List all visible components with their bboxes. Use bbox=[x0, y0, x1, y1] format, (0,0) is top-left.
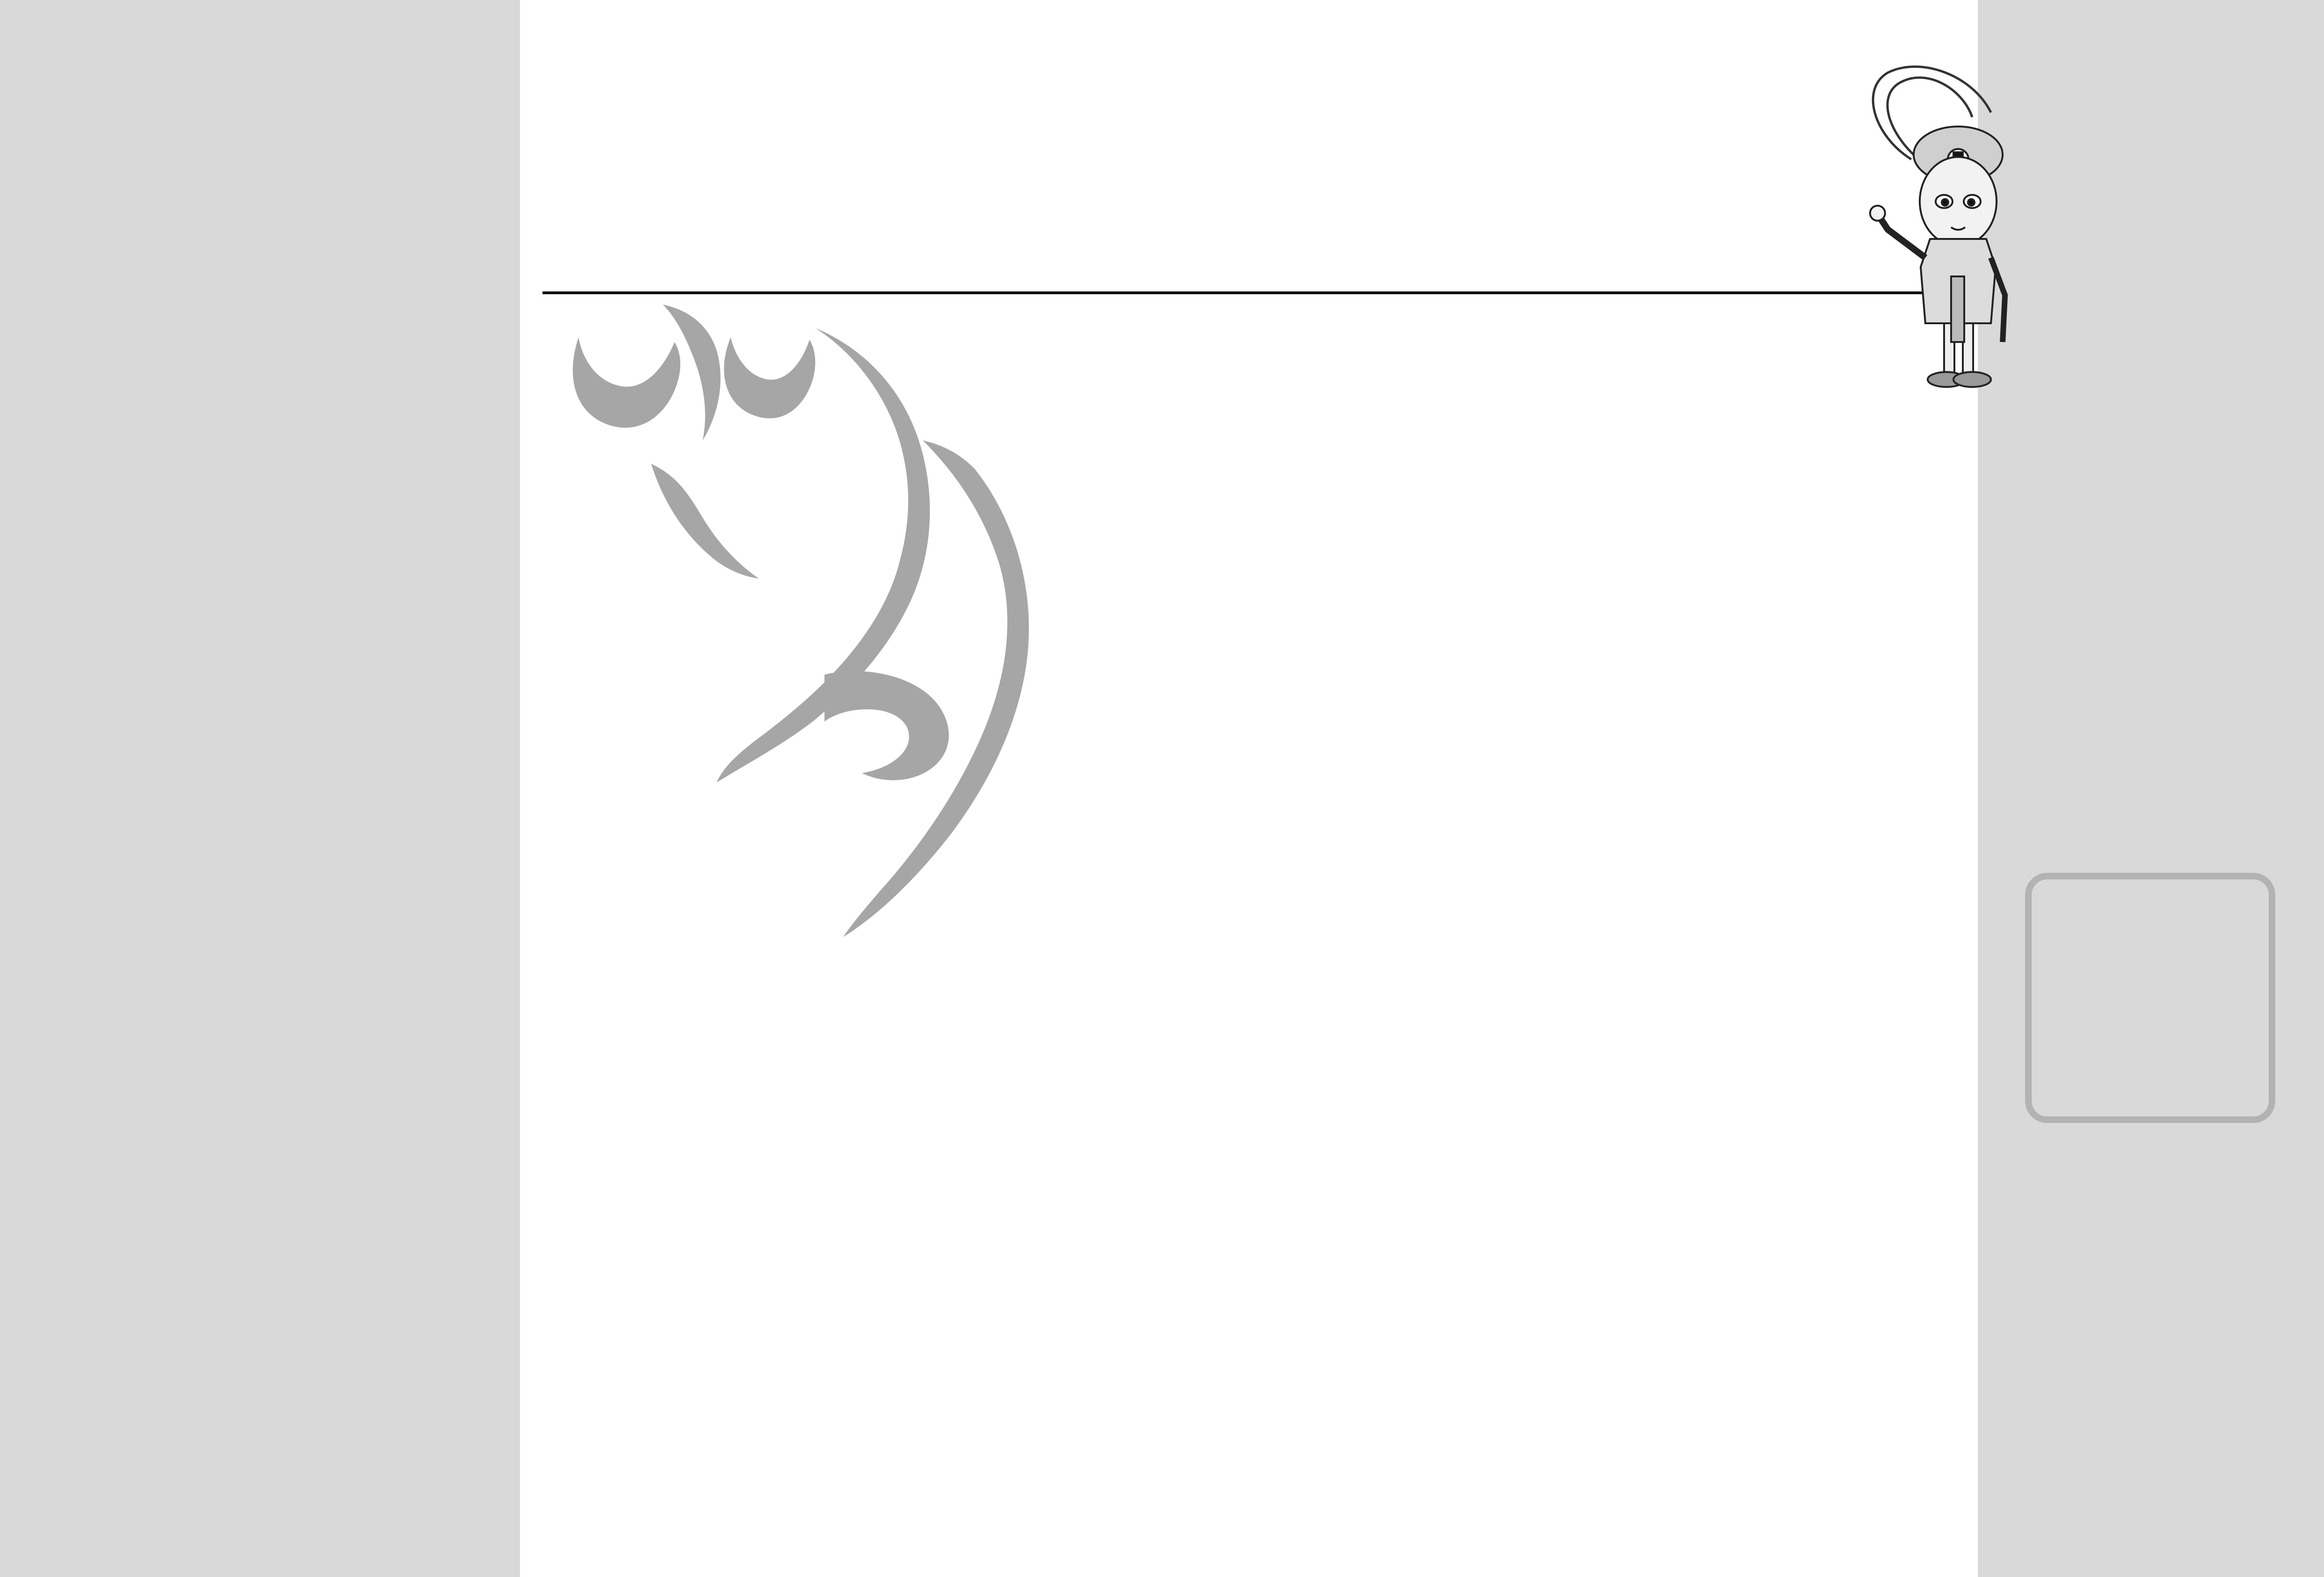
opera-mascot-icon bbox=[1818, 61, 2024, 398]
title-divider bbox=[542, 291, 1962, 294]
masthead bbox=[28, 94, 471, 140]
calligraphy-ornament-icon bbox=[562, 300, 1096, 946]
seal-stamp-icon bbox=[2024, 871, 2277, 1124]
right-side-panel bbox=[1978, 0, 2324, 1577]
left-side-panel bbox=[0, 0, 520, 1577]
